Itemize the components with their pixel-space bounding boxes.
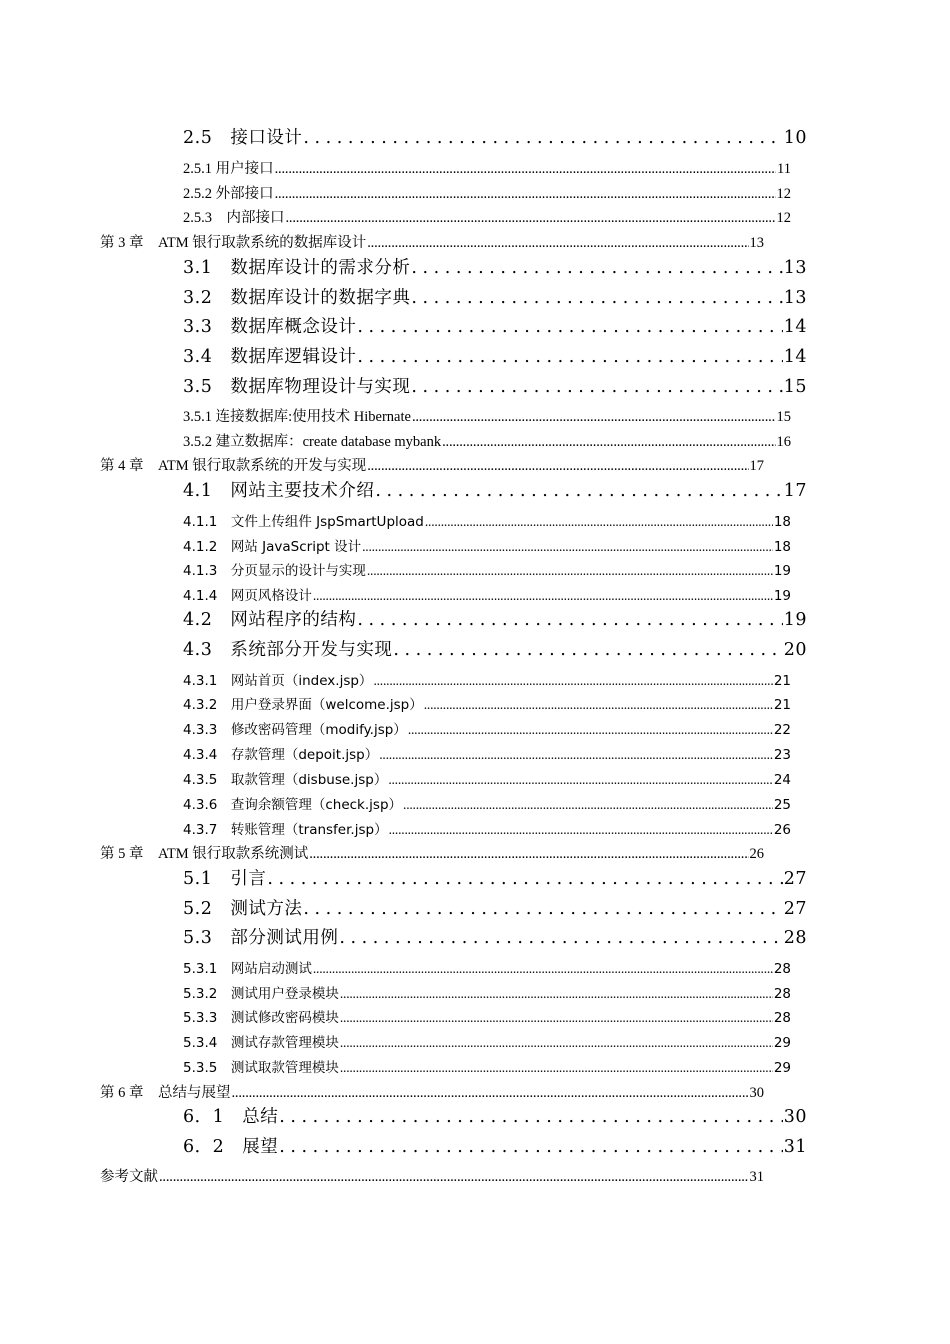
dot-leader: [411, 288, 782, 308]
toc-entry-chapter-3[interactable]: [100, 231, 764, 252]
toc-entry-label: 4.3.5 取款管理（disbuse.jsp）: [183, 772, 388, 788]
toc-page-number: 23: [773, 747, 791, 763]
dot-leader: [357, 317, 782, 337]
dot-leader: [267, 869, 782, 889]
dot-leader: [286, 210, 776, 227]
toc-page-number: 17: [749, 458, 764, 474]
dot-leader: [362, 539, 773, 555]
toc-entry-label: 3.5.2 建立数据库：create database mybank: [183, 434, 442, 450]
toc-page-number: 19: [773, 563, 791, 579]
toc-entry-4-3-4[interactable]: [183, 743, 791, 763]
toc-page-number: 28: [773, 1010, 791, 1026]
toc-entry-3-4[interactable]: [183, 343, 807, 368]
toc-page-number: 11: [777, 161, 791, 177]
dot-leader: [379, 747, 773, 763]
toc-entry-label: 4.3 系统部分开发与实现: [183, 640, 393, 660]
toc-entry-label: 4.3.1 网站首页（index.jsp）: [183, 673, 373, 689]
toc-entry-4-3-6[interactable]: [183, 793, 791, 813]
dot-leader: [340, 986, 773, 1002]
toc-entry-5-2[interactable]: [183, 895, 807, 920]
toc-entry-label: 3.5 数据库物理设计与实现: [183, 377, 411, 397]
toc-entry-label: 3.1 数据库设计的需求分析: [183, 258, 411, 278]
toc-page-number: 28: [783, 928, 807, 948]
toc-entry-4-3-1[interactable]: [183, 669, 791, 689]
dot-leader: [373, 673, 772, 689]
toc-page-number: 29: [773, 1060, 791, 1076]
toc-entry-5-3-4[interactable]: [183, 1031, 791, 1051]
toc-entry-label: 2.5.1 用户接口: [183, 161, 274, 177]
toc-page-number: 17: [783, 481, 807, 501]
toc-entry-label: 4.1.1 文件上传组件 JspSmartUpload: [183, 514, 424, 530]
dot-leader: [275, 161, 776, 178]
toc-entry-5-3[interactable]: [183, 924, 807, 949]
toc-entry-5-3-5[interactable]: [183, 1056, 791, 1076]
dot-leader: [412, 409, 776, 426]
toc-entry-label: 6．2 展望: [183, 1137, 279, 1157]
toc-page-number: 27: [783, 899, 807, 919]
dot-leader: [303, 899, 782, 919]
toc-entry-2-5-3[interactable]: [183, 206, 791, 227]
toc-entry-label: 第 4 章 ATM 银行取款系统的开发与实现: [100, 458, 367, 474]
toc-entry-3-3[interactable]: [183, 313, 807, 338]
dot-leader: [367, 235, 748, 252]
toc-entry-label: 4.1.3 分页显示的设计与实现: [183, 563, 366, 579]
dot-leader: [232, 1085, 749, 1102]
dot-leader: [408, 722, 773, 738]
toc-page-number: 31: [783, 1137, 807, 1157]
toc-entry-references[interactable]: [100, 1165, 764, 1186]
toc-entry-2-5[interactable]: [183, 124, 807, 149]
toc-page-number: 31: [749, 1169, 764, 1185]
toc-page-number: 20: [783, 640, 807, 660]
toc-entry-label: 5.3 部分测试用例: [183, 928, 339, 948]
toc-entry-label: 5.3.5 测试取款管理模块: [183, 1060, 339, 1076]
toc-entry-label: 5.3.4 测试存款管理模块: [183, 1035, 339, 1051]
toc-page-number: 21: [773, 697, 791, 713]
toc-entry-label: 4.3.3 修改密码管理（modify.jsp）: [183, 722, 407, 738]
toc-page-number: 15: [783, 377, 807, 397]
toc-entry-label: 2.5.3 内部接口: [183, 210, 285, 226]
dot-leader: [340, 1035, 773, 1051]
toc-entry-label: 3.3 数据库概念设计: [183, 317, 357, 337]
toc-entry-4-1-3[interactable]: [183, 559, 791, 579]
toc-page-number: 19: [773, 588, 791, 604]
toc-page-number: 12: [776, 186, 791, 202]
toc-page-number: 26: [749, 846, 764, 862]
toc-page-number: 26: [773, 822, 791, 838]
toc-entry-4-3-2[interactable]: [183, 693, 791, 713]
toc-page-number: 13: [783, 288, 807, 308]
toc-entry-chapter-4[interactable]: [100, 454, 764, 475]
toc-entry-label: 4.1.2 网站 JavaScript 设计: [183, 539, 362, 555]
toc-entry-4-2[interactable]: [183, 606, 807, 631]
toc-entry-label: 5.3.2 测试用户登录模块: [183, 986, 339, 1002]
toc-page-number: 14: [783, 317, 807, 337]
toc-page-number: 18: [773, 539, 791, 555]
toc-entry-label: 4.3.7 转账管理（transfer.jsp）: [183, 822, 388, 838]
dot-leader: [313, 588, 773, 604]
toc-entry-label: 5.1 引言: [183, 869, 267, 889]
toc-page-number: 30: [783, 1107, 807, 1127]
toc-entry-4-3-3[interactable]: [183, 718, 791, 738]
dot-leader: [411, 258, 782, 278]
dot-leader: [403, 797, 773, 813]
toc-entry-label: 5.3.3 测试修改密码模块: [183, 1010, 339, 1026]
dot-leader: [309, 846, 748, 863]
toc-page-number: 16: [776, 434, 791, 450]
toc-page-number: 27: [783, 869, 807, 889]
toc-entry-3-5[interactable]: [183, 373, 807, 398]
toc-entry-label: 4.2 网站程序的结构: [183, 610, 357, 630]
toc-entry-label: 4.1.4 网页风格设计: [183, 588, 312, 604]
toc-entry-4-3-5[interactable]: [183, 768, 791, 788]
toc-entry-label: 6．1 总结: [183, 1107, 279, 1127]
dot-leader: [367, 563, 773, 579]
toc-entry-3-5-2[interactable]: [183, 430, 791, 451]
toc-page-number: 15: [776, 409, 791, 425]
toc-entry-chapter-5[interactable]: [100, 842, 764, 863]
toc-page-number: 22: [773, 722, 791, 738]
toc-page-number: 13: [749, 235, 764, 251]
toc-entry-2-5-1[interactable]: [183, 157, 791, 178]
toc-page-number: 25: [773, 797, 791, 813]
dot-leader: [279, 1137, 782, 1157]
dot-leader: [159, 1169, 749, 1186]
toc-entry-4-1-1[interactable]: [183, 510, 791, 530]
dot-leader: [411, 377, 782, 397]
toc-entry-2-5-2[interactable]: [183, 182, 791, 203]
toc-entry-label: 4.1 网站主要技术介绍: [183, 481, 375, 501]
toc-page-number: 13: [783, 258, 807, 278]
dot-leader: [375, 481, 782, 501]
dot-leader: [275, 186, 776, 203]
toc-entry-3-2[interactable]: [183, 284, 807, 309]
dot-leader: [389, 822, 773, 838]
toc-entry-chapter-6[interactable]: [100, 1081, 764, 1102]
toc-entry-label: 第 3 章 ATM 银行取款系统的数据库设计: [100, 235, 367, 251]
toc-page-number: 28: [773, 961, 791, 977]
dot-leader: [340, 1010, 773, 1026]
toc-entry-label: 4.3.6 查询余额管理（check.jsp）: [183, 797, 403, 813]
dot-leader: [388, 772, 772, 788]
toc-entry-5-3-2[interactable]: [183, 982, 791, 1002]
toc-page-number: 10: [783, 128, 807, 148]
toc-entry-3-5-1[interactable]: [183, 405, 791, 426]
toc-entry-3-1[interactable]: [183, 254, 807, 279]
toc-entry-4-3[interactable]: [183, 636, 807, 661]
dot-leader: [357, 610, 782, 630]
toc-entry-label: 第 5 章 ATM 银行取款系统测试: [100, 846, 309, 862]
toc-entry-label: 2.5 接口设计: [183, 128, 303, 148]
toc-page-number: 19: [783, 610, 807, 630]
dot-leader: [442, 434, 775, 451]
toc-entry-label: 3.2 数据库设计的数据字典: [183, 288, 411, 308]
toc-entry-label: 2.5.2 外部接口: [183, 186, 274, 202]
dot-leader: [340, 1060, 773, 1076]
toc-entry-label: 第 6 章 总结与展望: [100, 1085, 231, 1101]
toc-entry-4-1-4[interactable]: [183, 584, 791, 604]
toc-page-number: 18: [773, 514, 791, 530]
toc-entry-5-1[interactable]: [183, 865, 807, 890]
toc-page-number: 14: [783, 347, 807, 367]
dot-leader: [313, 961, 773, 977]
toc-entry-4-3-7[interactable]: [183, 818, 791, 838]
dot-leader: [303, 128, 782, 148]
toc-entry-label: 5.3.1 网站启动测试: [183, 961, 312, 977]
toc-page-number: 24: [773, 772, 791, 788]
toc-page-number: 12: [776, 210, 791, 226]
toc-entry-label: 4.3.2 用户登录界面（welcome.jsp）: [183, 697, 423, 713]
dot-leader: [339, 928, 782, 948]
toc-entry-4-1[interactable]: [183, 477, 807, 502]
dot-leader: [357, 347, 782, 367]
dot-leader: [367, 458, 748, 475]
dot-leader: [279, 1107, 782, 1127]
toc-entry-6-2[interactable]: [183, 1133, 807, 1158]
toc-entry-label: 5.2 测试方法: [183, 899, 303, 919]
toc-entry-4-1-2[interactable]: [183, 535, 791, 555]
toc-page-number: 21: [773, 673, 791, 689]
toc-entry-5-3-1[interactable]: [183, 957, 791, 977]
toc-page-number: 30: [749, 1085, 764, 1101]
dot-leader: [393, 640, 782, 660]
toc-page-number: 29: [773, 1035, 791, 1051]
toc-entry-label: 4.3.4 存款管理（depoit.jsp）: [183, 747, 379, 763]
toc-entry-label: 3.4 数据库逻辑设计: [183, 347, 357, 367]
toc-entry-6-1[interactable]: [183, 1103, 807, 1128]
toc-entry-5-3-3[interactable]: [183, 1006, 791, 1026]
toc-entry-label: 参考文献: [100, 1169, 158, 1185]
toc-page-number: 28: [773, 986, 791, 1002]
dot-leader: [425, 514, 773, 530]
dot-leader: [424, 697, 773, 713]
toc-entry-label: 3.5.1 连接数据库:使用技术 Hibernate: [183, 409, 411, 425]
